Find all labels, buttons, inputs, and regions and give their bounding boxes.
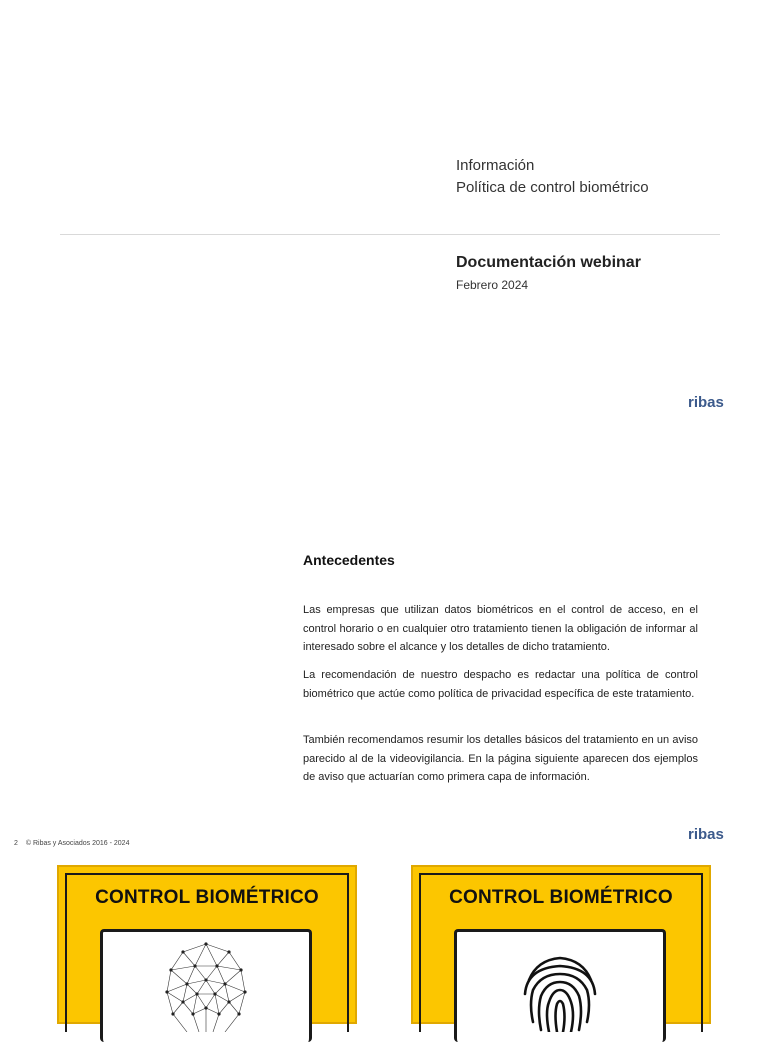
biometric-sign-fingerprint xyxy=(411,865,711,1024)
page-number: 2 xyxy=(14,840,18,847)
sign-title: CONTROL BIOMÉTRICO xyxy=(449,887,673,908)
brand-logo-cover: ribas xyxy=(688,394,724,411)
copyright: © Ribas y Asociados 2016 - 2024 xyxy=(25,840,130,847)
fingerprint-icon xyxy=(457,932,663,1032)
paragraph-3: También recomendamos resumir los detalles básicos del tratamiento en un aviso parecido al de la videovigilancia. En la página siguiente aparecen dos ejemplos de aviso que actuarían como primera capa de información. xyxy=(303,734,698,783)
policy-heading: Política de control biométrico xyxy=(456,179,649,196)
brand-logo-page2: ribas xyxy=(688,826,724,843)
section-title: Antecedentes xyxy=(303,552,395,568)
paragraph-1: Las empresas que utilizan datos biométricos en el control de acceso, en el control horario o en cualquier otro tratamiento tienen la obligación de informar al interesado sobre el alcance y los detalles de dicho tratamiento. xyxy=(303,604,698,653)
page-footer xyxy=(14,840,135,847)
info-heading: Información xyxy=(456,157,535,174)
sign-panel xyxy=(454,929,666,1042)
sign-panel xyxy=(100,929,312,1042)
divider xyxy=(60,234,720,235)
document-title: Documentación webinar xyxy=(456,254,641,271)
paragraph-2: La recomendación de nuestro despacho es redactar una política de control biométrico que actúe como política de privacidad específica de este tratamiento. xyxy=(303,669,698,700)
document-date: Febrero 2024 xyxy=(456,278,529,292)
biometric-sign-face xyxy=(57,865,357,1024)
sign-title: CONTROL BIOMÉTRICO xyxy=(95,887,319,908)
face-mesh-icon xyxy=(103,932,309,1032)
